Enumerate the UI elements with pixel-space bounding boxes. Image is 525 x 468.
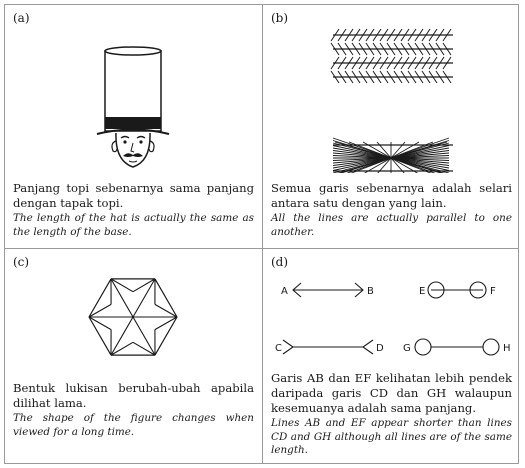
- panel-c-caption: [13, 381, 254, 439]
- panel-c-caption-en: The shape of the figure changes when viewed for a long time.: [13, 412, 254, 438]
- panel-c-tag: (c): [13, 255, 30, 269]
- label-f: F: [490, 286, 496, 297]
- panel-c: [5, 249, 262, 463]
- label-a: A: [281, 286, 288, 297]
- label-h: H: [503, 343, 511, 354]
- hat-top: [105, 47, 161, 55]
- panel-b-caption-ms: Semua garis sebenarnya adalah selari antara satu dengan yang lain.: [271, 181, 512, 210]
- rhombus-spoke: [111, 317, 133, 355]
- panel-b-caption: [271, 181, 512, 239]
- left-eye: [123, 140, 126, 143]
- rhombus-hexagon-illustration: [5, 269, 262, 369]
- label-g: G: [403, 343, 411, 354]
- panel-d-caption: [271, 371, 512, 458]
- panel-a-caption: [13, 181, 254, 239]
- illusion-figure-grid: [4, 4, 519, 464]
- muller-lyer-illustration: [263, 271, 518, 371]
- panel-b: [263, 5, 518, 248]
- rhombus-spoke: [133, 317, 155, 355]
- rhombus-spoke: [133, 279, 155, 317]
- panel-a-caption-ms: Panjang topi sebenarnya sama panjang dengan tapak topi.: [13, 181, 254, 210]
- panel-a: [5, 5, 262, 248]
- panel-d-tag: (d): [271, 255, 289, 269]
- panel-b-tag: (b): [271, 11, 289, 25]
- line-cd: [283, 340, 373, 354]
- line-gh: [415, 339, 499, 355]
- panel-d-caption-ms: Garis AB dan EF kelihatan lebih pendek daripada garis CD dan GH walaupun kesemuanya adalah sama panjang.: [271, 371, 512, 415]
- hering-lines: [333, 138, 453, 173]
- line-ef: [428, 282, 486, 298]
- panel-a-tag: (a): [13, 11, 30, 25]
- right-eye: [139, 140, 142, 143]
- label-c: C: [275, 343, 282, 354]
- top-hat-man-illustration: [5, 37, 262, 187]
- panel-c-caption-ms: Bentuk lukisan berubah-ubah apabila dilihat lama.: [13, 381, 254, 410]
- zollner-lines: [331, 29, 453, 83]
- rhombus-spoke: [111, 279, 133, 317]
- line-ab: [293, 283, 363, 297]
- panel-b-caption-en: All the lines are actually parallel to one another.: [271, 212, 512, 238]
- label-d: D: [376, 343, 384, 354]
- label-b: B: [367, 286, 374, 297]
- panel-a-caption-en: The length of the hat is actually the same as the length of the base.: [13, 212, 254, 238]
- zollner-hering-illustration: [263, 23, 518, 173]
- hexagon-figure: [89, 279, 177, 355]
- label-e: E: [419, 286, 426, 297]
- hat-band: [105, 117, 161, 129]
- panel-d-caption-en: Lines AB and EF appear shorter than lines CD and GH although all lines are of the same length.: [271, 417, 512, 456]
- panel-d: [263, 249, 518, 463]
